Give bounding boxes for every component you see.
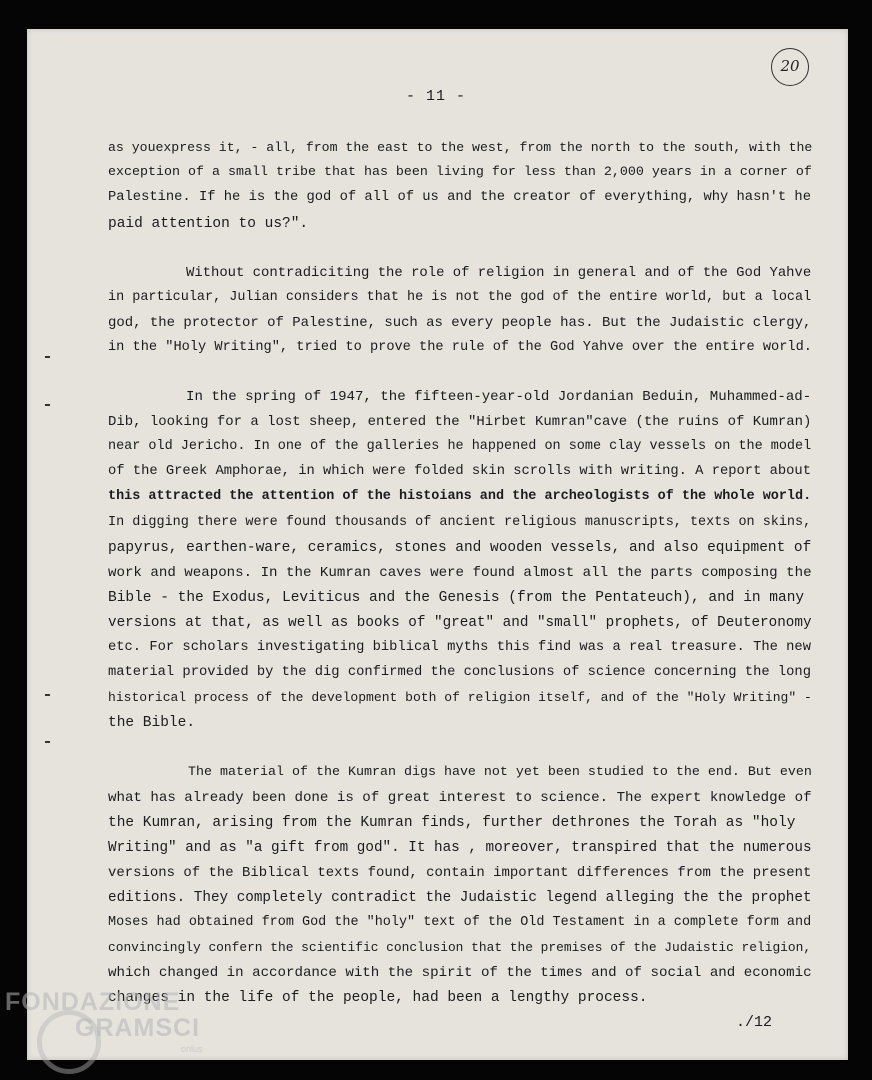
- text-line: as youexpress it, - all, from the east to the west, from the north to the south, with the: [108, 140, 813, 155]
- watermark-line-2: GRAMSCI: [75, 1014, 201, 1042]
- text-line: material provided by the dig confirmed the conclusions of science concerning the long: [108, 665, 811, 680]
- text-line: versions at that, as well as books of "great" and "small" prophets, of Deuteronomy: [108, 615, 812, 631]
- text-line: etc. For scholars investigating biblical myths this find was a real treasure. The new: [108, 640, 811, 655]
- text-line: Bible - the Exodus, Leviticus and the Genesis (from the Pentateuch), and in many: [108, 590, 805, 606]
- text-line: editions. They completely contradict the Judaistic legend alleging the the prophet: [108, 890, 812, 906]
- text-line: papyrus, earthen-ware, ceramics, stones and wooden vessels, and also equipment of: [108, 540, 812, 556]
- text-line: work and weapons. In the Kumran caves were found almost all the parts composing the: [108, 565, 812, 581]
- text-line: versions of the Biblical texts found, contain important differences from the present: [108, 865, 812, 881]
- text-line: Moses had obtained from God the "holy" text of the Old Testament in a complete form and: [108, 915, 812, 930]
- page-number: - 11 -: [405, 88, 466, 105]
- text-line: this attracted the attention of the histoians and the archeologists of the whole world.: [108, 489, 812, 504]
- text-line: historical process of the development both of religion itself, and of the "Holy Writing" -: [108, 690, 812, 705]
- watermark-line-1: FONDAZIONE: [5, 988, 181, 1016]
- margin-mark: [45, 694, 50, 696]
- margin-mark: [45, 741, 50, 743]
- continuation-page-ref: ./12: [736, 1014, 773, 1031]
- text-line: exception of a small tribe that has been living for less than 2,000 years in a corner of: [108, 165, 812, 180]
- text-line: the Bible.: [108, 715, 196, 731]
- text-line: The material of the Kumran digs have not yet been studied to the end. But even: [188, 765, 812, 780]
- text-line: in particular, Julian considers that he is not the god of the entire world, but a local: [108, 290, 812, 305]
- text-line: Dib, looking for a lost sheep, entered the "Hirbet Kumran"cave (the ruins of Kumran): [108, 414, 812, 430]
- margin-mark: [45, 356, 50, 358]
- watermark-line-3: onlus: [181, 1044, 203, 1054]
- text-line: changes in the life of the people, had been a lengthy process.: [108, 990, 648, 1006]
- text-line: Palestine. If he is the god of all of us and the creator of everything, why hasn't he: [108, 190, 811, 205]
- margin-mark: [45, 404, 50, 406]
- text-line: Writing" and as "a gift from god". It has , moreover, transpired that the numerous: [108, 840, 812, 856]
- text-line: near old Jericho. In one of the galleries he happened on some clay vessels on the model: [108, 439, 812, 454]
- handwritten-page-annotation: 20: [771, 48, 809, 86]
- text-line: Without contradiciting the role of religion in general and of the God Yahve: [186, 265, 812, 281]
- text-line: In digging there were found thousands of ancient religious manuscripts, texts on skins,: [108, 515, 812, 530]
- text-line: In the spring of 1947, the fifteen-year-old Jordanian Beduin, Muhammed-ad-: [186, 389, 812, 405]
- text-line: the Kumran, arising from the Kumran finds, further dethrones the Torah as "holy: [108, 815, 796, 831]
- text-line: god, the protector of Palestine, such as every people has. But the Judaistic clergy,: [108, 315, 812, 331]
- text-line: which changed in accordance with the spirit of the times and of social and economic: [108, 965, 812, 981]
- text-line: convincingly confern the scientific conclusion that the premises of the Judaistic religion,: [108, 940, 812, 955]
- text-line: in the "Holy Writing", tried to prove the rule of the God Yahve over the entire world.: [108, 340, 812, 355]
- text-line: what has already been done is of great interest to science. The expert knowledge of: [108, 790, 812, 806]
- text-line: paid attention to us?".: [108, 216, 309, 232]
- text-line: of the Greek Amphorae, in which were folded skin scrolls with writing. A report about: [108, 464, 811, 479]
